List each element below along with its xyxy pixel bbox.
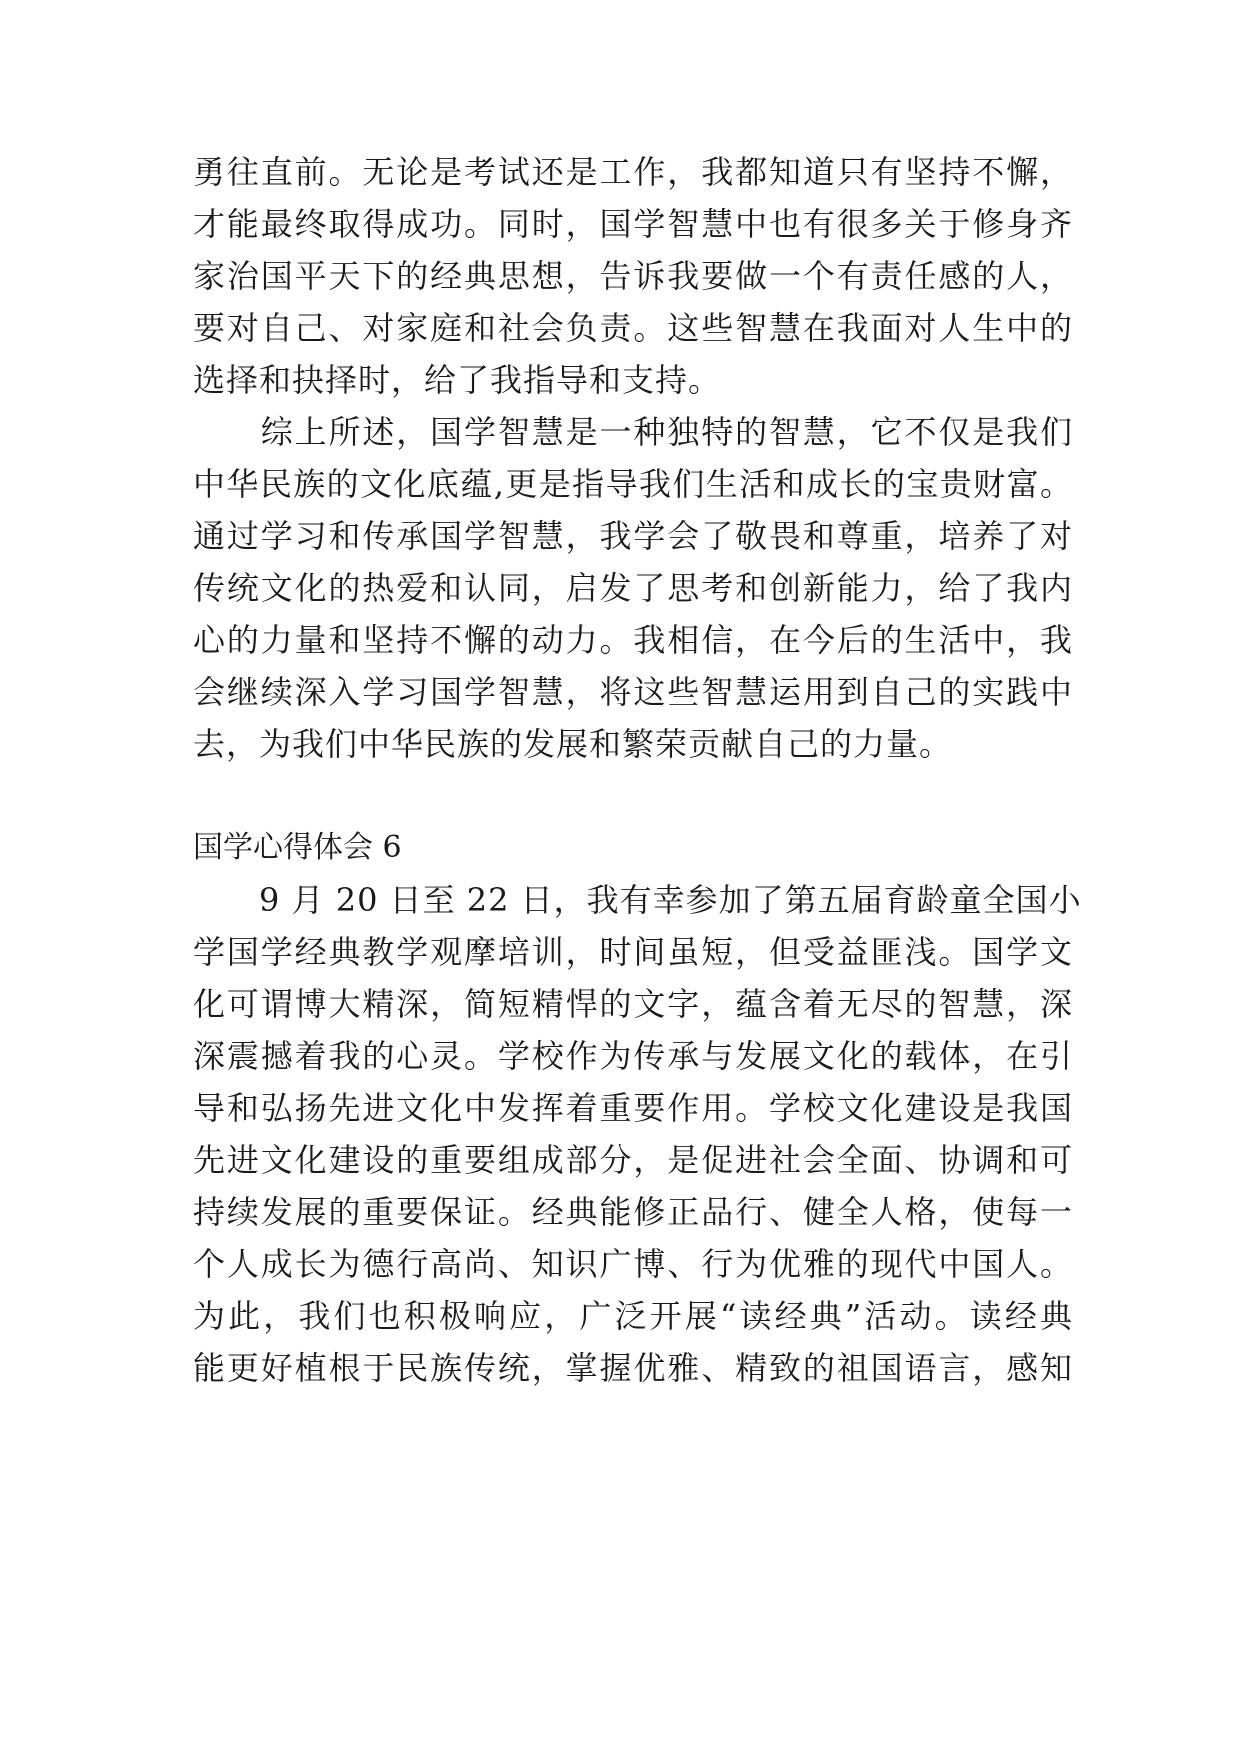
paragraph-line: 中华民族的文化底蕴,更是指导我们生活和成长的宝贵财富。 bbox=[193, 465, 1073, 503]
paragraph-line: 深震撼着我的心灵。学校作为传承与发展文化的载体，在引 bbox=[193, 1037, 1073, 1075]
paragraph-line: 会继续深入学习国学智慧，将这些智慧运用到自己的实践中 bbox=[193, 673, 1073, 711]
paragraph-line: 持续发展的重要保证。经典能修正品行、健全人格，使每一 bbox=[193, 1193, 1073, 1231]
paragraph-line: 心的力量和坚持不懈的动力。我相信，在今后的生活中，我 bbox=[193, 621, 1073, 659]
paragraph-line: 学国学经典教学观摩培训，时间虽短，但受益匪浅。国学文 bbox=[193, 933, 1073, 971]
paragraph-line: 勇往直前。无论是考试还是工作，我都知道只有坚持不懈， bbox=[193, 153, 1073, 191]
paragraph-line: 9 月 20 日至 22 日，我有幸参加了第五届育龄童全国小 bbox=[193, 881, 1082, 919]
paragraph-line: 综上所述，国学智慧是一种独特的智慧，它不仅是我们 bbox=[193, 413, 1073, 451]
paragraph-line: 传统文化的热爱和认同，启发了思考和创新能力，给了我内 bbox=[193, 569, 1073, 607]
paragraph-line: 为此，我们也积极响应，广泛开展“读经典”活动。读经典 bbox=[193, 1297, 1073, 1335]
paragraph-line: 先进文化建设的重要组成部分，是促进社会全面、协调和可 bbox=[193, 1141, 1073, 1179]
paragraph-line: 化可谓博大精深，简短精悍的文字，蕴含着无尽的智慧，深 bbox=[193, 985, 1073, 1023]
paragraph-line: 导和弘扬先进文化中发挥着重要作用。学校文化建设是我国 bbox=[193, 1089, 1073, 1127]
section-heading: 国学心得体会 6 bbox=[193, 830, 402, 865]
paragraph-line: 个人成长为德行高尚、知识广博、行为优雅的现代中国人。 bbox=[193, 1245, 1073, 1283]
paragraph-line: 能更好植根于民族传统，掌握优雅、精致的祖国语言，感知 bbox=[193, 1349, 1073, 1387]
paragraph-line: 通过学习和传承国学智慧，我学会了敬畏和尊重，培养了对 bbox=[193, 517, 1073, 555]
paragraph-line: 家治国平天下的经典思想，告诉我要做一个有责任感的人， bbox=[193, 257, 1073, 295]
paragraph-line: 选择和抉择时，给了我指导和支持。 bbox=[193, 361, 722, 399]
paragraph-line: 才能最终取得成功。同时，国学智慧中也有很多关于修身齐 bbox=[193, 205, 1073, 243]
paragraph-line: 要对自己、对家庭和社会负责。这些智慧在我面对人生中的 bbox=[193, 309, 1073, 347]
paragraph-line: 去，为我们中华民族的发展和繁荣贡献自己的力量。 bbox=[193, 725, 953, 763]
